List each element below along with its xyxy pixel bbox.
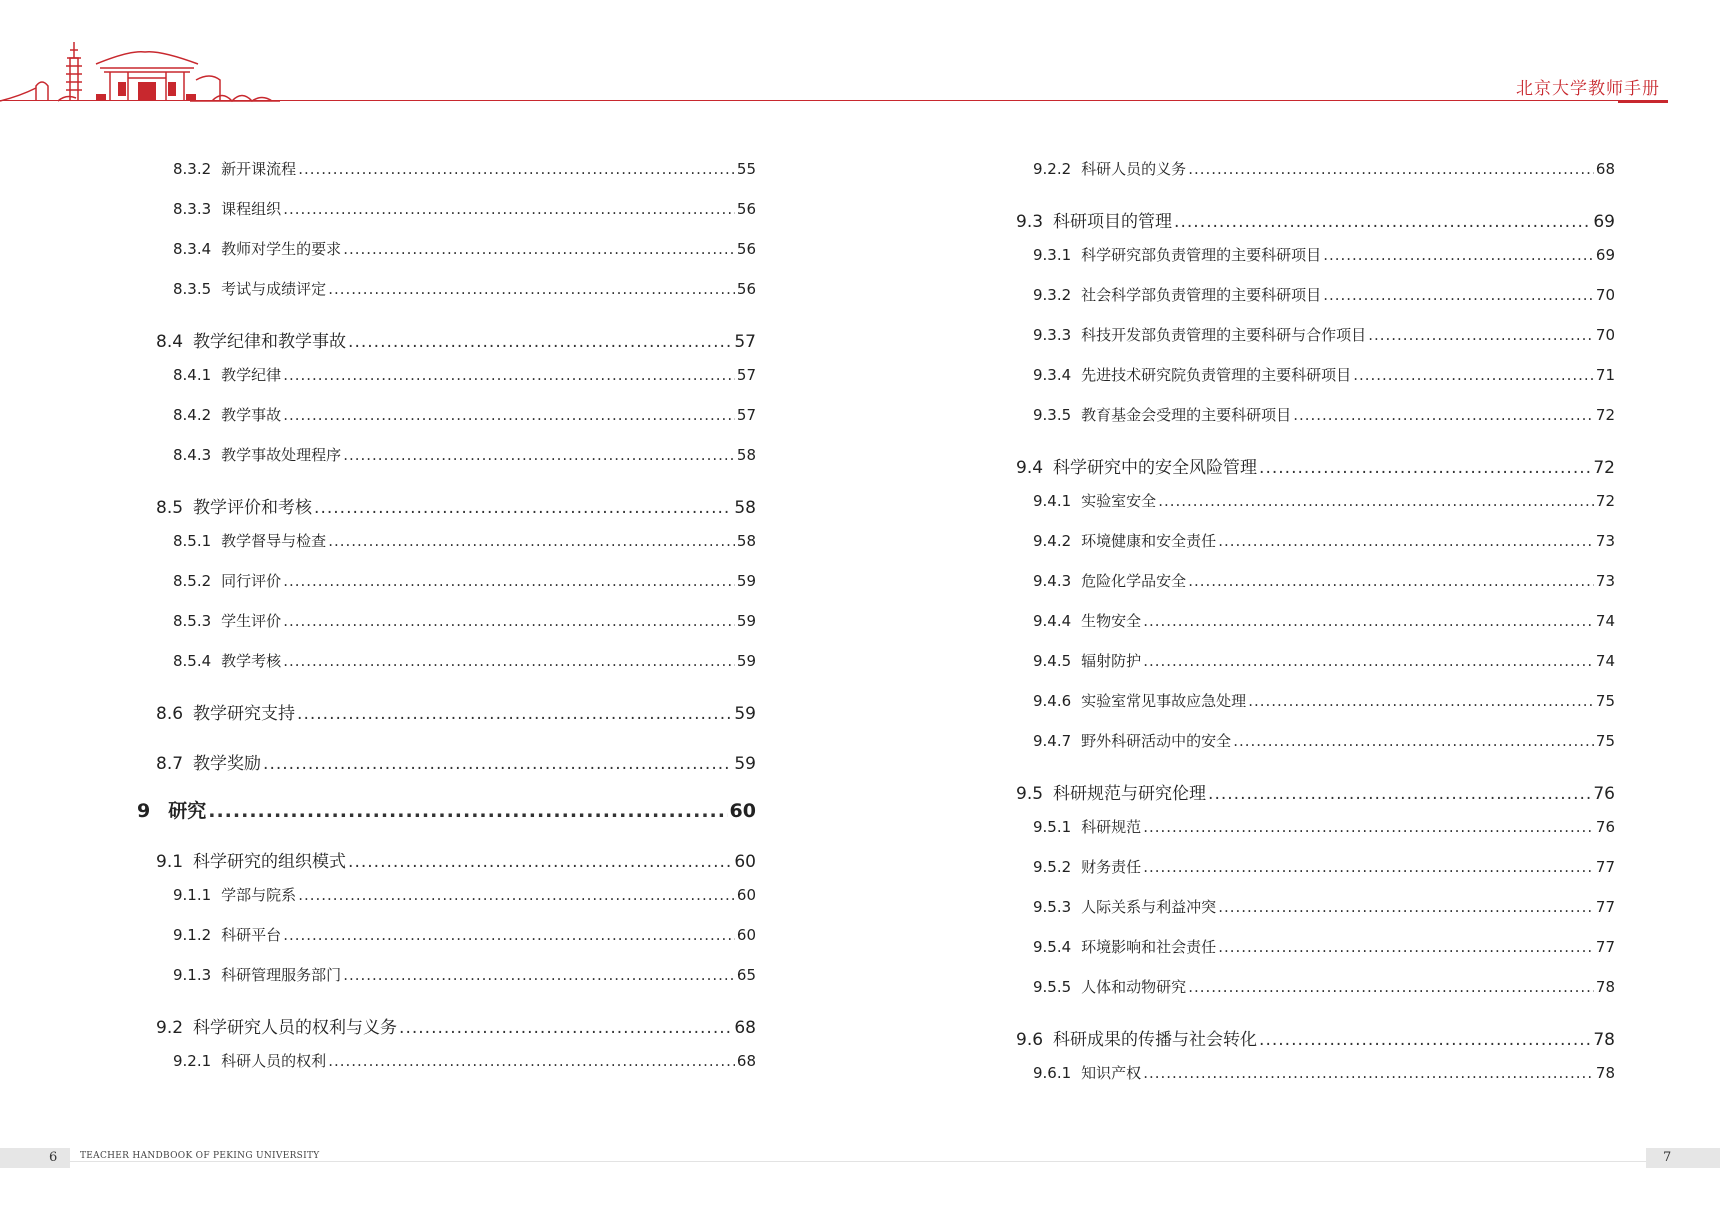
toc-entry-number: 8.5.2	[173, 572, 212, 590]
toc-entry[interactable]	[173, 884, 756, 905]
toc-entry-number: 9.3	[1016, 212, 1044, 232]
toc-entry[interactable]	[1033, 1062, 1615, 1083]
toc-entry[interactable]	[173, 610, 756, 631]
toc-entry-number: 9.1.3	[173, 966, 212, 984]
toc-entry-number: 9.2.2	[1033, 160, 1072, 178]
toc-entry[interactable]	[173, 650, 756, 671]
toc-entry-page: 75	[1595, 732, 1615, 750]
toc-entry-page: 59	[736, 652, 756, 670]
toc-entry[interactable]	[1033, 364, 1615, 385]
toc-dot-leader	[298, 160, 735, 178]
toc-entry-page: 78	[1593, 1030, 1615, 1050]
toc-entry[interactable]	[173, 530, 756, 551]
toc-entry-number: 9	[137, 800, 151, 822]
toc-dot-leader	[1259, 458, 1591, 478]
toc-entry-page: 60	[736, 886, 756, 904]
toc-entry-page: 77	[1595, 858, 1615, 876]
toc-entry[interactable]	[1033, 404, 1615, 425]
toc-dot-leader	[1248, 692, 1594, 710]
toc-entry-number: 9.3.4	[1033, 366, 1072, 384]
toc-entry-number: 9.6	[1016, 1030, 1044, 1050]
toc-entry-number: 8.5.4	[173, 652, 212, 670]
toc-entry-title: 实验室常见事故应急处理	[1081, 692, 1247, 710]
toc-entry-title: 实验室安全	[1081, 492, 1157, 510]
toc-dot-leader	[314, 498, 732, 518]
toc-dot-leader	[348, 852, 732, 872]
toc-entry-page: 57	[736, 366, 756, 384]
toc-entry-page: 70	[1595, 286, 1615, 304]
toc-entry[interactable]	[1016, 779, 1615, 804]
footer-right-band	[1646, 1148, 1720, 1168]
toc-entry-title: 科研平台	[221, 926, 282, 944]
toc-entry-number: 9.3.3	[1033, 326, 1072, 344]
toc-entry-page: 76	[1595, 818, 1615, 836]
toc-entry-number: 9.5.1	[1033, 818, 1072, 836]
toc-dot-leader	[343, 240, 735, 258]
toc-entry-number: 9.4.4	[1033, 612, 1072, 630]
toc-entry-page: 71	[1595, 366, 1615, 384]
toc-dot-leader	[1143, 652, 1594, 670]
toc-entry[interactable]	[1016, 453, 1615, 478]
toc-entry-number: 9.1	[156, 852, 184, 872]
toc-entry-page: 59	[736, 612, 756, 630]
toc-dot-leader	[1143, 818, 1594, 836]
toc-dot-leader	[1208, 784, 1591, 804]
toc-entry-title: 新开课流程	[221, 160, 297, 178]
toc-dot-leader	[298, 886, 735, 904]
toc-dot-leader	[343, 446, 735, 464]
toc-entry-number: 9.5.5	[1033, 978, 1072, 996]
toc-entry-title: 科研规范	[1081, 818, 1142, 836]
toc-entry-number: 8.4.1	[173, 366, 212, 384]
footer-left-band	[0, 1148, 70, 1168]
toc-entry-title: 辐射防护	[1081, 652, 1142, 670]
toc-entry-page: 68	[736, 1052, 756, 1070]
toc-entry-page: 56	[736, 280, 756, 298]
toc-dot-leader	[283, 406, 735, 424]
toc-entry[interactable]	[156, 327, 756, 352]
toc-entry-page: 75	[1595, 692, 1615, 710]
toc-entry-title: 科研成果的传播与社会转化	[1053, 1030, 1258, 1050]
toc-dot-leader	[283, 652, 735, 670]
toc-entry-number: 9.2.1	[173, 1052, 212, 1070]
toc-dot-leader	[283, 612, 735, 630]
toc-entry-title: 财务责任	[1081, 858, 1142, 876]
toc-entry-page: 72	[1595, 492, 1615, 510]
toc-entry-title: 环境影响和社会责任	[1081, 938, 1217, 956]
toc-entry-title: 危险化学品安全	[1081, 572, 1187, 590]
toc-dot-leader	[283, 926, 735, 944]
toc-entry[interactable]	[1016, 1025, 1615, 1050]
toc-entry-title: 教学纪律和教学事故	[193, 332, 347, 352]
toc-entry-title: 社会科学部负责管理的主要科研项目	[1081, 286, 1322, 304]
toc-entry-number: 9.4.6	[1033, 692, 1072, 710]
toc-entry-number: 8.6	[156, 704, 184, 724]
toc-entry-page: 76	[1593, 784, 1615, 804]
toc-entry-page: 70	[1595, 326, 1615, 344]
toc-dot-leader	[1353, 366, 1594, 384]
toc-entry-number: 8.5	[156, 498, 184, 518]
toc-entry[interactable]	[173, 278, 756, 299]
toc-dot-leader	[343, 966, 735, 984]
toc-entry-number: 9.1.1	[173, 886, 212, 904]
toc-entry-page: 77	[1595, 938, 1615, 956]
toc-dot-leader	[1218, 898, 1594, 916]
toc-entry[interactable]	[1033, 570, 1615, 591]
toc-entry[interactable]	[173, 570, 756, 591]
toc-dot-leader	[1323, 286, 1594, 304]
toc-entry[interactable]	[1033, 976, 1615, 997]
toc-entry[interactable]	[1033, 324, 1615, 345]
toc-entry-number: 9.4.2	[1033, 532, 1072, 550]
right-page-number: 7	[1663, 1150, 1672, 1165]
toc-entry-title: 教学事故	[221, 406, 282, 424]
toc-entry[interactable]	[173, 964, 756, 985]
toc-entry-number: 9.4.7	[1033, 732, 1072, 750]
toc-entry-page: 78	[1595, 1064, 1615, 1082]
toc-entry-title: 科研规范与研究伦理	[1053, 784, 1207, 804]
toc-entry-page: 74	[1595, 652, 1615, 670]
toc-entry-page: 69	[1595, 246, 1615, 264]
toc-entry-number: 9.4.1	[1033, 492, 1072, 510]
toc-entry[interactable]	[173, 404, 756, 425]
toc-entry[interactable]	[1033, 158, 1615, 179]
toc-entry[interactable]	[156, 749, 756, 774]
book-title: 北京大学教师手册	[1516, 79, 1660, 99]
toc-dot-leader	[1143, 1064, 1594, 1082]
toc-entry-title: 课程组织	[221, 200, 282, 218]
toc-entry-title: 教学事故处理程序	[221, 446, 342, 464]
toc-dot-leader	[1233, 732, 1594, 750]
toc-dot-leader	[1259, 1030, 1591, 1050]
toc-entry-number: 9.5.2	[1033, 858, 1072, 876]
toc-entry[interactable]	[137, 796, 756, 823]
toc-entry-page: 60	[734, 852, 756, 872]
peking-university-gate-pagoda-icon	[0, 38, 280, 104]
toc-entry[interactable]	[173, 444, 756, 465]
toc-entry-number: 8.5.3	[173, 612, 212, 630]
toc-entry[interactable]	[1033, 610, 1615, 631]
toc-entry-number: 9.4.3	[1033, 572, 1072, 590]
toc-entry-page: 73	[1595, 572, 1615, 590]
toc-entry[interactable]	[1033, 244, 1615, 265]
toc-entry-title: 科研项目的管理	[1053, 212, 1173, 232]
toc-entry[interactable]	[156, 847, 756, 872]
toc-entry-page: 58	[736, 532, 756, 550]
toc-entry[interactable]	[1033, 490, 1615, 511]
toc-dot-leader	[1188, 160, 1594, 178]
toc-entry-page: 60	[729, 800, 756, 822]
toc-entry-page: 58	[734, 498, 756, 518]
toc-entry-page: 59	[734, 754, 756, 774]
toc-entry[interactable]	[173, 238, 756, 259]
toc-entry-page: 59	[734, 704, 756, 724]
toc-entry-number: 8.5.1	[173, 532, 212, 550]
toc-entry-number: 8.3.3	[173, 200, 212, 218]
toc-entry-title: 人际关系与利益冲突	[1081, 898, 1217, 916]
toc-entry-title: 环境健康和安全责任	[1081, 532, 1217, 550]
toc-entry-number: 9.5	[1016, 784, 1044, 804]
toc-entry-title: 教学考核	[221, 652, 282, 670]
toc-entry[interactable]	[156, 699, 756, 724]
toc-entry[interactable]	[1033, 896, 1615, 917]
toc-entry-title: 科研人员的权利	[221, 1052, 327, 1070]
toc-entry-title: 科学研究中的安全风险管理	[1053, 458, 1258, 478]
toc-dot-leader	[283, 366, 735, 384]
toc-entry-title: 生物安全	[1081, 612, 1142, 630]
toc-dot-leader	[1323, 246, 1594, 264]
toc-entry-page: 60	[736, 926, 756, 944]
toc-entry-title: 教学研究支持	[193, 704, 296, 724]
toc-entry-title: 科学研究的组织模式	[193, 852, 347, 872]
header-accent-bar	[1618, 100, 1668, 103]
toc-entry-title: 教学纪律	[221, 366, 282, 384]
toc-entry-page: 72	[1595, 406, 1615, 424]
toc-dot-leader	[208, 800, 727, 822]
toc-entry-page: 77	[1595, 898, 1615, 916]
toc-entry-page: 55	[736, 160, 756, 178]
toc-entry-number: 8.7	[156, 754, 184, 774]
toc-entry-page: 78	[1595, 978, 1615, 996]
toc-entry[interactable]	[156, 493, 756, 518]
toc-entry-title: 科学研究部负责管理的主要科研项目	[1081, 246, 1322, 264]
footer-rule	[70, 1161, 1646, 1162]
toc-entry-number: 8.4	[156, 332, 184, 352]
toc-entry-title: 知识产权	[1081, 1064, 1142, 1082]
toc-entry[interactable]	[173, 198, 756, 219]
toc-entry-title: 教学奖励	[193, 754, 262, 774]
toc-dot-leader	[328, 532, 735, 550]
toc-entry-number: 9.4	[1016, 458, 1044, 478]
toc-entry-page: 57	[734, 332, 756, 352]
toc-entry-title: 考试与成绩评定	[221, 280, 327, 298]
toc-entry-page: 72	[1593, 458, 1615, 478]
header-rule	[0, 100, 1668, 101]
toc-entry-title: 教育基金会受理的主要科研项目	[1081, 406, 1292, 424]
toc-entry-number: 8.3.2	[173, 160, 212, 178]
toc-entry-number: 9.5.3	[1033, 898, 1072, 916]
footer-book-name: TEACHER HANDBOOK OF PEKING UNIVERSITY	[80, 1151, 320, 1161]
toc-dot-leader	[399, 1018, 732, 1038]
toc-entry[interactable]	[156, 1013, 756, 1038]
toc-entry-title: 人体和动物研究	[1081, 978, 1187, 996]
toc-entry-title: 科技开发部负责管理的主要科研与合作项目	[1081, 326, 1367, 344]
left-page-number: 6	[49, 1150, 58, 1165]
toc-entry-number: 8.3.4	[173, 240, 212, 258]
toc-entry-number: 9.6.1	[1033, 1064, 1072, 1082]
toc-dot-leader	[1218, 532, 1594, 550]
toc-entry-page: 57	[736, 406, 756, 424]
toc-entry-title: 学生评价	[221, 612, 282, 630]
toc-dot-leader	[283, 572, 735, 590]
toc-entry[interactable]	[1033, 690, 1615, 711]
toc-dot-leader	[263, 754, 732, 774]
toc-entry-number: 9.2	[156, 1018, 184, 1038]
toc-entry-number: 9.3.2	[1033, 286, 1072, 304]
toc-entry-page: 59	[736, 572, 756, 590]
toc-entry-title: 教师对学生的要求	[221, 240, 342, 258]
toc-entry-title: 野外科研活动中的安全	[1081, 732, 1232, 750]
toc-entry[interactable]	[173, 924, 756, 945]
toc-dot-leader	[1143, 858, 1594, 876]
toc-entry-title: 科研人员的义务	[1081, 160, 1187, 178]
toc-entry-title: 科学研究人员的权利与义务	[193, 1018, 398, 1038]
toc-entry-number: 9.1.2	[173, 926, 212, 944]
toc-entry-page: 73	[1595, 532, 1615, 550]
toc-entry[interactable]	[1033, 650, 1615, 671]
toc-dot-leader	[348, 332, 732, 352]
toc-entry-number: 8.4.2	[173, 406, 212, 424]
toc-entry-title: 科研管理服务部门	[221, 966, 342, 984]
toc-entry[interactable]	[1033, 856, 1615, 877]
toc-entry[interactable]	[1033, 530, 1615, 551]
toc-dot-leader	[328, 280, 735, 298]
toc-dot-leader	[1368, 326, 1594, 344]
toc-dot-leader	[328, 1052, 735, 1070]
toc-dot-leader	[1188, 572, 1594, 590]
toc-entry-page: 68	[734, 1018, 756, 1038]
toc-dot-leader	[1158, 492, 1594, 510]
toc-entry[interactable]	[173, 364, 756, 385]
toc-entry-title: 研究	[168, 800, 207, 822]
toc-entry-page: 56	[736, 200, 756, 218]
toc-entry[interactable]	[1016, 207, 1615, 232]
toc-entry-title: 教学评价和考核	[193, 498, 313, 518]
page-header	[0, 0, 1720, 110]
toc-dot-leader	[1188, 978, 1594, 996]
toc-entry[interactable]	[1033, 284, 1615, 305]
toc-entry-number: 9.4.5	[1033, 652, 1072, 670]
toc-entry[interactable]	[1033, 816, 1615, 837]
toc-entry-number: 9.3.1	[1033, 246, 1072, 264]
toc-entry-number: 9.3.5	[1033, 406, 1072, 424]
toc-entry-page: 56	[736, 240, 756, 258]
toc-dot-leader	[1218, 938, 1594, 956]
toc-entry-page: 58	[736, 446, 756, 464]
toc-entry-page: 68	[1595, 160, 1615, 178]
toc-entry-title: 同行评价	[221, 572, 282, 590]
toc-entry[interactable]	[1033, 936, 1615, 957]
toc-dot-leader	[283, 200, 735, 218]
toc-dot-leader	[1174, 212, 1591, 232]
toc-entry-number: 9.5.4	[1033, 938, 1072, 956]
toc-entry[interactable]	[173, 1050, 756, 1071]
toc-entry-page: 65	[736, 966, 756, 984]
toc-entry-page: 74	[1595, 612, 1615, 630]
toc-dot-leader	[1143, 612, 1594, 630]
toc-entry-title: 先进技术研究院负责管理的主要科研项目	[1081, 366, 1352, 384]
toc-entry-number: 8.3.5	[173, 280, 212, 298]
toc-entry[interactable]	[173, 158, 756, 179]
toc-dot-leader	[1293, 406, 1594, 424]
toc-entry-page: 69	[1593, 212, 1615, 232]
toc-dot-leader	[297, 704, 732, 724]
toc-entry-title: 教学督导与检查	[221, 532, 327, 550]
toc-entry[interactable]	[1033, 730, 1615, 751]
toc-entry-title: 学部与院系	[221, 886, 297, 904]
toc-entry-number: 8.4.3	[173, 446, 212, 464]
